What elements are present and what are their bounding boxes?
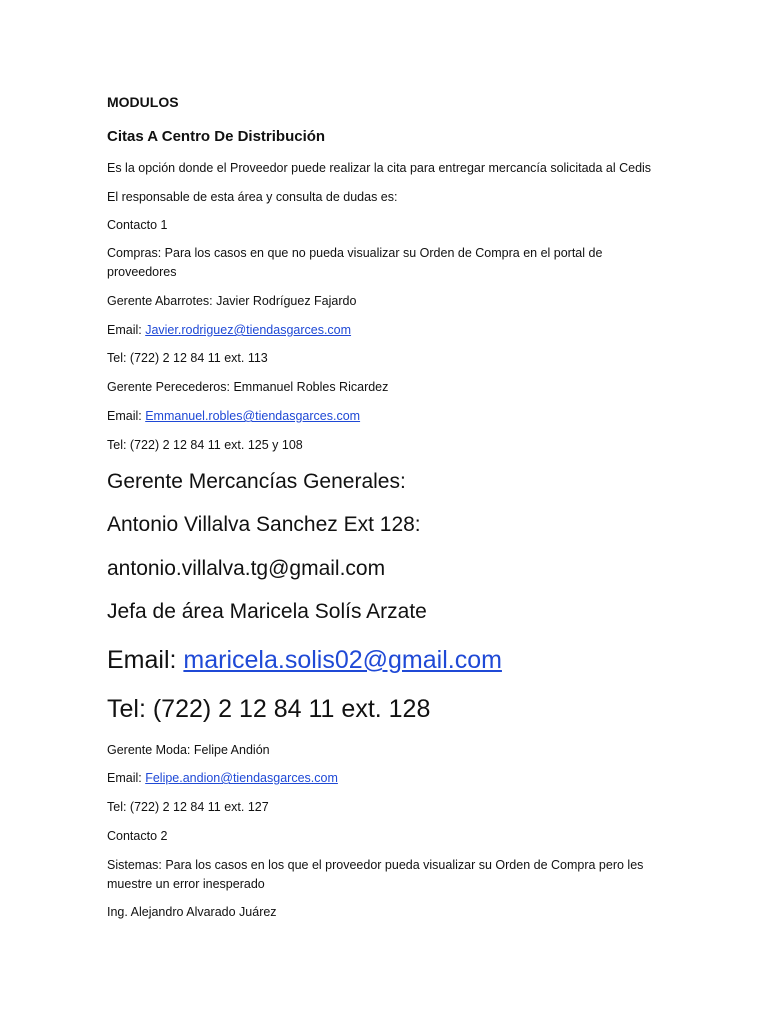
contact1-title: Contacto 1 xyxy=(107,218,168,232)
abarrotes-email-link[interactable]: Javier.rodriguez@tiendasgarces.com xyxy=(145,323,352,337)
engineer-name: Ing. Alejandro Alvarado Juárez xyxy=(107,905,277,919)
email-label: Email: xyxy=(107,409,146,423)
intro-text: Es la opción donde el Proveedor puede realizar la cita para entregar mercancía solicitada al Cedis xyxy=(107,161,652,175)
moda-tel: Tel: (722) 2 12 84 11 ext. 127 xyxy=(107,800,269,814)
perecederos-manager: Gerente Perecederos: Emmanuel Robles Ricardez xyxy=(107,380,389,394)
abarrotes-manager: Gerente Abarrotes: Javier Rodríguez Fajardo xyxy=(107,294,357,308)
mercancias-name: Antonio Villalva Sanchez Ext 128: xyxy=(107,513,421,536)
perecederos-email-link[interactable]: Emmanuel.robles@tiendasgarces.com xyxy=(145,409,361,423)
sistemas-text: Sistemas: Para los casos en los que el proveedor pueda visualizar su Orden de Compra pero les muestre un error inesperado xyxy=(107,858,644,891)
perecederos-tel: Tel: (722) 2 12 84 11 ext. 125 y 108 xyxy=(107,438,303,452)
moda-email-link[interactable]: Felipe.andion@tiendasgarces.com xyxy=(145,771,338,785)
moda-manager: Gerente Moda: Felipe Andión xyxy=(107,743,270,757)
moda-email-line xyxy=(107,769,338,788)
doc-heading: MODULOS xyxy=(107,94,179,110)
jefa-email-line xyxy=(107,644,502,676)
contact2-title: Contacto 2 xyxy=(107,829,168,843)
doc-subheading: Citas A Centro De Distribución xyxy=(107,128,326,145)
email-label: Email: xyxy=(107,323,146,337)
mercancias-title: Gerente Mercancías Generales: xyxy=(107,470,406,493)
email-label: Email: xyxy=(107,646,184,674)
perecederos-email-line xyxy=(107,407,360,426)
jefa-email-link[interactable]: maricela.solis02@gmail.com xyxy=(183,646,502,674)
compras-text: Compras: Para los casos en que no pueda visualizar su Orden de Compra en el portal de proveedores xyxy=(107,246,603,279)
abarrotes-tel: Tel: (722) 2 12 84 11 ext. 113 xyxy=(107,351,268,365)
jefa-tel: Tel: (722) 2 12 84 11 ext. 128 xyxy=(107,695,431,723)
abarrotes-email-line xyxy=(107,321,351,340)
email-label: Email: xyxy=(107,771,146,785)
mercancias-email: antonio.villalva.tg@gmail.com xyxy=(107,557,386,580)
jefa-area: Jefa de área Maricela Solís Arzate xyxy=(107,600,427,623)
responsible-text: El responsable de esta área y consulta de dudas es: xyxy=(107,190,398,204)
